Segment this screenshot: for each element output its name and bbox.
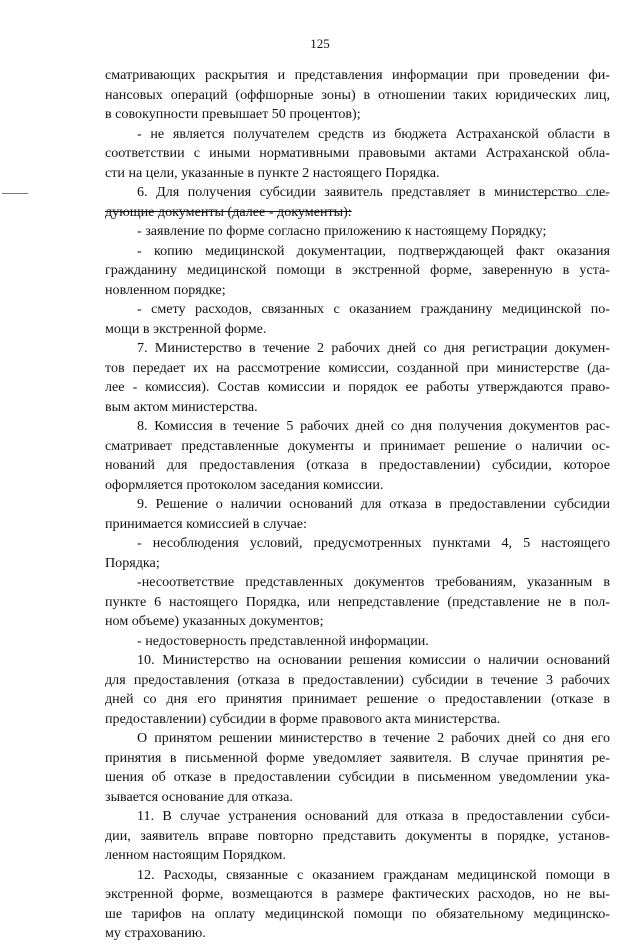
- text-line: 9. Решение о наличии оснований для отказа в предоставлении субсидии: [137, 496, 610, 512]
- text-line: - недостоверность представленной информации.: [137, 632, 429, 649]
- text-line: ше тарифов на оплату медицинской помощи по обязательному медицинско-: [105, 905, 610, 922]
- text-line: сти на цели, указанные в пункте 2 настоящего Порядка.: [105, 164, 440, 181]
- text-line: нансовых операций (оффшорные зоны) в отношении таких юридических лиц,: [105, 86, 610, 103]
- text-line: - несоблюдения условий, предусмотренных пунктами 4, 5 настоящего: [137, 535, 610, 551]
- text-line: оформляется протоколом заседания комиссии.: [105, 476, 384, 493]
- text-line: принимается комиссией в случае:: [105, 515, 307, 532]
- text-line: 11. В случае устранения оснований для отказа в предоставлении субси-: [137, 808, 610, 824]
- text-line: 12. Расходы, связанные с оказанием гражданам медицинской помощи в: [137, 866, 610, 883]
- text-line: тов передает их на рассмотрение комиссии, созданной при министерстве (да-: [105, 359, 610, 376]
- text-line: нований для предоставления (отказа в предоставлении) субсидии, которое: [105, 457, 610, 473]
- text-line: -несоответствие представленных документов требованиям, указанным в: [137, 574, 610, 590]
- text-line: шения об отказе в предоставлении субсидии в письменном уведомлении ука-: [105, 769, 610, 785]
- text-line: гражданину медицинской помощи в экстренной форме, заверенную в уста-: [105, 262, 610, 278]
- paragraph: [105, 300, 610, 339]
- text-line: пункте 6 настоящего Порядка, или непредставление (представление не в пол-: [105, 593, 610, 610]
- text-line: новленном порядке;: [105, 281, 226, 298]
- text-line: вым актом министерства.: [105, 398, 258, 415]
- text-line: дней со дня его принятия принимает решение о предоставлении (отказе в: [105, 691, 610, 707]
- paragraph: [105, 242, 610, 301]
- text-line: му страхованию.: [105, 925, 206, 941]
- text-line: для предоставления (отказа в предоставлении) субсидии в течение 3 рабочих: [105, 671, 610, 688]
- text-line: 10. Министерство на основании решения комиссии о наличии оснований: [137, 652, 610, 668]
- text-line: 8. Комиссия в течение 5 рабочих дней со дня получения документов рас-: [137, 418, 610, 434]
- text-line: - копию медицинской документации, подтверждающей факт оказания: [137, 242, 610, 259]
- text-line: лее - комиссия). Состав комиссии и порядок ее работы утверждаются право-: [105, 379, 610, 395]
- text-line: предоставлении) субсидии в форме правового акта министерства.: [105, 710, 501, 727]
- page-number: 125: [310, 36, 330, 51]
- text-line: 7. Министерство в течение 2 рабочих дней со дня регистрации докумен-: [137, 340, 610, 356]
- text-line: 6. Для получения субсидии заявитель представляет в министерство сле-: [137, 184, 610, 200]
- text-line: - смету расходов, связанных с оказанием гражданину медицинской по-: [137, 301, 610, 317]
- paragraph: [105, 632, 610, 652]
- text-line: Порядка;: [105, 554, 160, 571]
- text-line: сматривает представленные документы и принимает решение о наличии ос-: [105, 437, 610, 454]
- scan-artifact-left: [2, 193, 28, 194]
- paragraph: [105, 183, 610, 222]
- text-line: соответствии с иными нормативными правовыми актами Астраханской обла-: [105, 145, 610, 161]
- text-line: О принятом решении министерство в течение 2 рабочих дней со дня его: [137, 730, 610, 746]
- text-line: принятия в письменной форме уведомляет заявителя. В случае принятия ре-: [105, 749, 610, 766]
- text-line: дующие документы (далее - документы):: [105, 203, 352, 220]
- document-body: [105, 66, 610, 944]
- text-line: в совокупности превышает 50 процентов);: [105, 106, 361, 122]
- text-line: - не является получателем средств из бюджета Астраханской области в: [137, 125, 610, 142]
- paragraph: [105, 573, 610, 632]
- text-line: дии, заявитель вправе повторно представить документы в порядке, установ-: [105, 827, 610, 844]
- paragraph: [105, 222, 610, 242]
- paragraph: [105, 339, 610, 417]
- paragraph: [105, 495, 610, 534]
- paragraph: [105, 417, 610, 495]
- text-line: сматривающих раскрытия и представления информации при проведении фи-: [105, 67, 610, 83]
- paragraph: [105, 66, 610, 125]
- text-line: зывается основание для отказа.: [105, 788, 293, 805]
- text-line: - заявление по форме согласно приложению к настоящему Порядку;: [137, 223, 547, 239]
- paragraph: [105, 534, 610, 573]
- paragraph: [105, 807, 610, 866]
- paragraph: [105, 729, 610, 807]
- paragraph: [105, 125, 610, 184]
- text-line: ленном настоящим Порядком.: [105, 847, 286, 863]
- paragraph: [105, 651, 610, 729]
- text-line: ном объеме) указанных документов;: [105, 613, 324, 629]
- text-line: мощи в экстренной форме.: [105, 320, 267, 337]
- text-line: экстренной форме, возмещаются в размере фактических расходов, но не вы-: [105, 886, 610, 902]
